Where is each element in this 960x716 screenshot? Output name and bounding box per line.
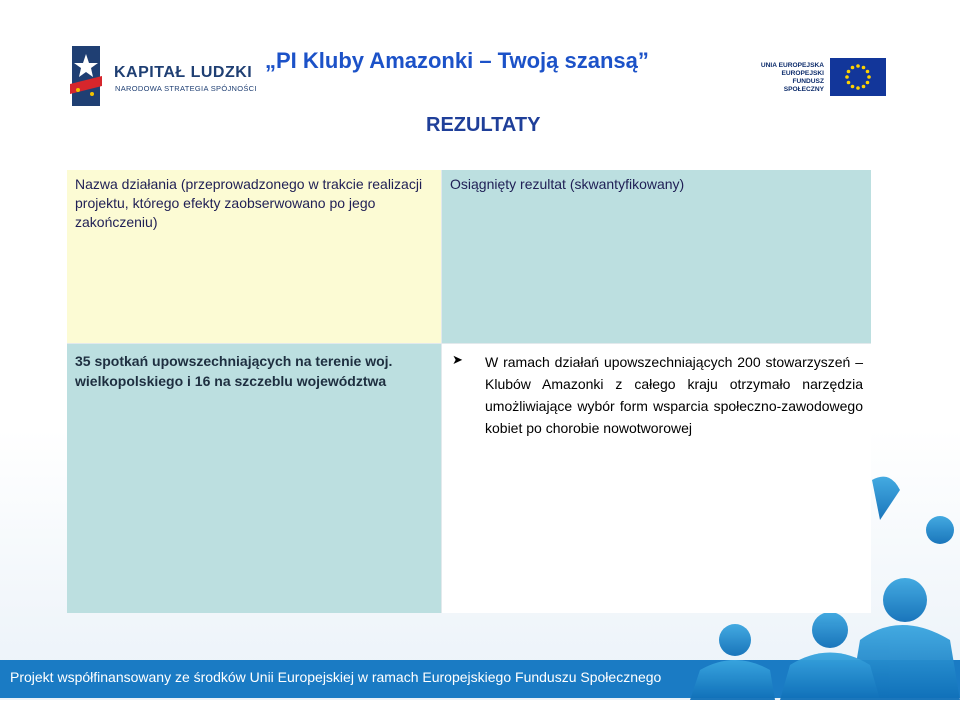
logo-left-title: KAPITAŁ LUDZKI [114,64,253,81]
eu-logo-text [752,62,824,94]
table-cell-action [67,344,442,613]
table-cell-result-text: W ramach działań upowszechniających 200 stowarzyszeń – Klubów Amazonki z całego kraju otrzymało narzędzia umożliwiające wybór form wsparcia społeczno-zawodowego kobiet po chorobie nowotworowej [485,354,863,436]
eu-logo [752,58,888,98]
section-title: REZULTATY [426,114,541,136]
table-cell-action-text: 35 spotkań upowszechniających na terenie woj. wielkopolskiego i 16 na szczeblu województwa [75,353,393,389]
table-header-action-text: Nazwa działania (przeprowadzonego w trakcie realizacji projektu, którego efekty zaobserwowano po jego zakończeniu) [75,176,423,230]
kapital-ludzki-emblem-icon [66,46,106,106]
footer-text: Projekt współfinansowany ze środków Unii Europejskiej w ramach Europejskiego Funduszu Społecznego [10,669,662,685]
headline: „PI Kluby Amazonki – Twoją szansą” [265,48,649,73]
results-table [67,170,871,613]
result-bullet [452,351,863,439]
arrow-bullet-icon: ➤ [452,352,463,367]
table-cell-result [442,344,871,613]
eu-logo-line: UNIA EUROPEJSKA [760,62,824,69]
table-header-result-text: Osiągnięty rezultat (skwantyfikowany) [450,176,685,192]
table-header-action [67,170,442,344]
logo-left-subtitle: NARODOWA STRATEGIA SPÓJNOŚCI [115,84,257,93]
eu-flag-icon [830,58,886,96]
table-header-result [442,170,871,344]
eu-logo-line: EUROPEJSKI [781,70,824,77]
eu-logo-line: FUNDUSZ SPOŁECZNY [783,78,824,93]
kapital-ludzki-logo [66,46,257,108]
